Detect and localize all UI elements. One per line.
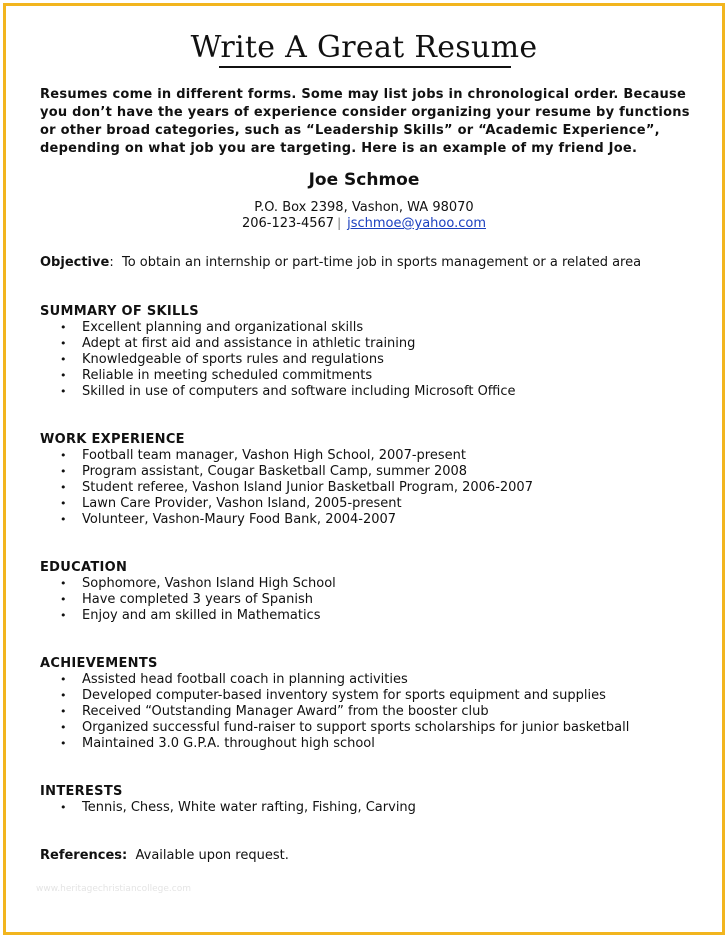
- references-line: [40, 848, 289, 863]
- bullet-icon: •: [60, 737, 67, 750]
- list-item: [0, 464, 533, 480]
- list-item: [0, 704, 629, 720]
- resume-address: P.O. Box 2398, Vashon, WA 98070: [254, 200, 474, 215]
- intro-paragraph: Resumes come in different forms. Some may list jobs in chronological order. Because you don’t have the years of experience consider organizing your resume by functions or other broad categories, such as “Leadership Skills” or “Academic Experience”, depending on what job you are targeting. Here is an example of my friend Joe.: [40, 87, 690, 156]
- bullet-icon: •: [60, 673, 67, 686]
- list-item-text: Tennis, Chess, White water rafting, Fishing, Carving: [82, 800, 416, 815]
- list-item: [0, 368, 516, 384]
- list-item-text: Program assistant, Cougar Basketball Camp, summer 2008: [82, 464, 468, 479]
- bullet-icon: •: [60, 369, 67, 382]
- page-title: Write A Great Resume: [190, 30, 538, 65]
- education-list: [0, 576, 336, 624]
- interests-list: [0, 800, 416, 816]
- list-item: [0, 720, 629, 736]
- list-item: [0, 736, 629, 752]
- objective-label: Objective: [40, 255, 110, 270]
- watermark: www.heritagechristiancollege.com: [36, 884, 191, 894]
- list-item-text: Knowledgeable of sports rules and regulations: [82, 352, 384, 367]
- skills-list: [0, 320, 516, 400]
- bullet-icon: •: [60, 593, 67, 606]
- references-text: Available upon request.: [135, 848, 289, 863]
- list-item: [0, 592, 336, 608]
- title-underline: [219, 66, 511, 68]
- list-item: [0, 608, 336, 624]
- interests-heading: INTERESTS: [40, 784, 123, 799]
- objective-text: To obtain an internship or part-time job in sports management or a related area: [121, 255, 642, 270]
- bullet-icon: •: [60, 577, 67, 590]
- list-item-text: Lawn Care Provider, Vashon Island, 2005-present: [82, 496, 402, 511]
- list-item-text: Sophomore, Vashon Island High School: [82, 576, 336, 591]
- list-item-text: Football team manager, Vashon High School, 2007-present: [82, 448, 466, 463]
- list-item-text: Have completed 3 years of Spanish: [82, 592, 313, 607]
- bullet-icon: •: [60, 481, 67, 494]
- bullet-icon: •: [60, 353, 67, 366]
- list-item-text: Maintained 3.0 G.P.A. throughout high school: [82, 736, 375, 751]
- list-item: [0, 448, 533, 464]
- list-item: [0, 576, 336, 592]
- list-item-text: Reliable in meeting scheduled commitments: [82, 368, 373, 383]
- list-item: [0, 384, 516, 400]
- list-item: [0, 480, 533, 496]
- list-item-text: Assisted head football coach in planning activities: [82, 672, 408, 687]
- bullet-icon: •: [60, 385, 67, 398]
- achievements-list: [0, 672, 629, 752]
- bullet-icon: •: [60, 513, 67, 526]
- bullet-icon: •: [60, 337, 67, 350]
- resume-name: Joe Schmoe: [308, 170, 420, 190]
- education-heading: EDUCATION: [40, 560, 128, 575]
- objective-line: Objective: To obtain an internship or part-time job in sports management or a related area: [40, 255, 642, 270]
- references-label: References:: [40, 848, 128, 863]
- list-item: [0, 320, 516, 336]
- achievements-heading: ACHIEVEMENTS: [40, 656, 158, 671]
- contact-separator: |: [337, 216, 342, 230]
- bullet-icon: •: [60, 705, 67, 718]
- list-item-text: Developed computer-based inventory system for sports equipment and supplies: [82, 688, 606, 703]
- bullet-icon: •: [60, 497, 67, 510]
- bullet-icon: •: [60, 465, 67, 478]
- list-item-text: Student referee, Vashon Island Junior Basketball Program, 2006-2007: [82, 480, 533, 495]
- list-item-text: Skilled in use of computers and software including Microsoft Office: [82, 384, 516, 399]
- list-item-text: Volunteer, Vashon-Maury Food Bank, 2004-2007: [82, 512, 397, 527]
- bullet-icon: •: [60, 721, 67, 734]
- list-item: [0, 688, 629, 704]
- bullet-icon: •: [60, 689, 67, 702]
- list-item: [0, 512, 533, 528]
- bullet-icon: •: [60, 321, 67, 334]
- resume-contact: [0, 216, 728, 231]
- list-item-text: Organized successful fund-raiser to support sports scholarships for junior basketball: [82, 720, 630, 735]
- list-item: [0, 336, 516, 352]
- work-heading: WORK EXPERIENCE: [40, 432, 185, 447]
- email-link[interactable]: jschmoe@yahoo.com: [347, 216, 486, 231]
- bullet-icon: •: [60, 449, 67, 462]
- list-item-text: Adept at first aid and assistance in athletic training: [82, 336, 416, 351]
- bullet-icon: •: [60, 801, 67, 814]
- list-item-text: Excellent planning and organizational skills: [82, 320, 364, 335]
- list-item: [0, 496, 533, 512]
- skills-heading: SUMMARY OF SKILLS: [40, 304, 199, 319]
- list-item: [0, 800, 416, 816]
- list-item-text: Received “Outstanding Manager Award” from the booster club: [82, 704, 489, 719]
- list-item-text: Enjoy and am skilled in Mathematics: [82, 608, 321, 623]
- list-item: [0, 672, 629, 688]
- phone-number: 206-123-4567: [241, 216, 335, 231]
- work-list: [0, 448, 533, 528]
- bullet-icon: •: [60, 609, 67, 622]
- list-item: [0, 352, 516, 368]
